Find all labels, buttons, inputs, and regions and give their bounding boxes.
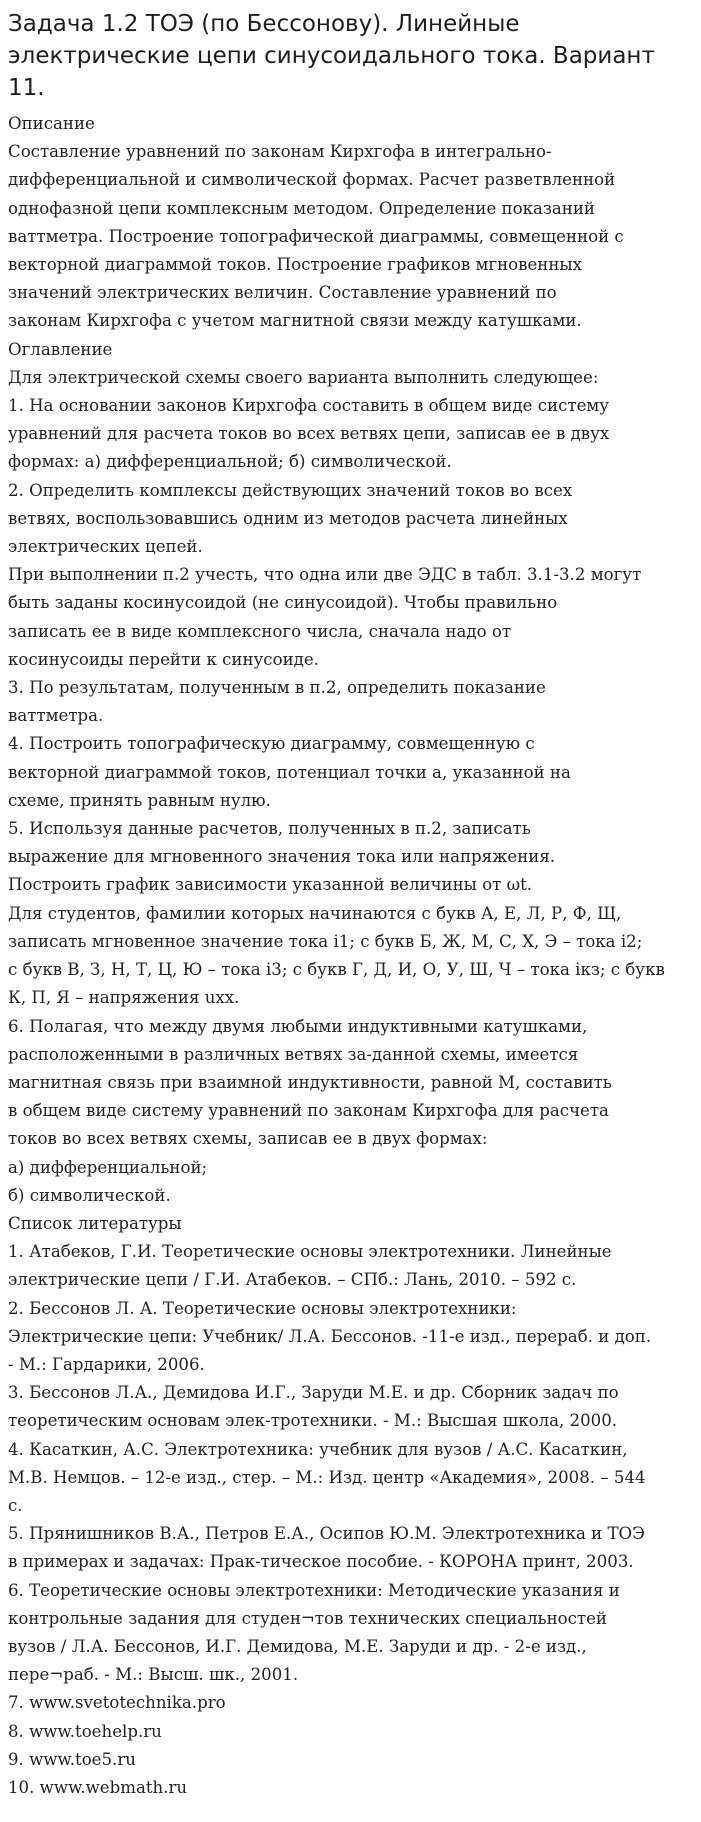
literature-line: 2. Бессонов Л. А. Теоретические основы электротехники: (8, 1298, 517, 1318)
contents-line: быть заданы косинусоидой (не синусоидой). Чтобы правильно (8, 593, 558, 613)
title-line: 11. (8, 75, 45, 101)
literature-line: 6. Теоретические основы электротехники: Методические указания и (8, 1580, 620, 1600)
contents-line: формах: а) дифференциальной; б) символической. (8, 452, 452, 472)
description-heading: Описание (8, 114, 95, 133)
description-line: векторной диаграммой токов. Построение графиков мгновенных (8, 255, 582, 275)
description-line: значений электрических величин. Составление уравнений по (8, 283, 557, 303)
literature-heading: Список литературы (8, 1213, 182, 1233)
contents-line: с букв В, З, Н, Т, Ц, Ю – тока i3; с букв Г, Д, И, О, У, Ш, Ч – тока iкз; с букв (8, 960, 665, 980)
literature-line: М.В. Немцов. – 12-е изд., стер. – М.: Изд. центр «Академия», 2008. – 544 (8, 1467, 646, 1487)
contents-line: записать мгновенное значение тока i1; с букв Б, Ж, М, С, Х, Э – тока i2; (8, 931, 643, 951)
literature-line: 3. Бессонов Л.А., Демидова И.Г., Заруди М.Е. и др. Сборник задач по (8, 1383, 619, 1403)
contents-line: б) символической. (8, 1185, 171, 1205)
contents-heading: Оглавление (8, 339, 113, 359)
literature-line: 1. Атабеков, Г.И. Теоретические основы электротехники. Линейные (8, 1242, 612, 1262)
contents-line: схеме, принять равным нулю. (8, 790, 271, 810)
title-line: Задача 1.2 ТОЭ (по Бессонову). Линейные (8, 11, 520, 37)
title-line: электрические цепи синусоидального тока. Вариант (8, 43, 655, 69)
literature-line: - М.: Гардарики, 2006. (8, 1354, 205, 1374)
contents-line: а) дифференциальной; (8, 1157, 208, 1177)
description-line: ваттметра. Построение топографической диаграммы, совмещенной с (8, 226, 624, 246)
literature-line: вузов / Л.А. Бессонов, И.Г. Демидова, М.Е. Заруди и др. - 2-е изд., (8, 1636, 587, 1656)
contents-line: Для электрической схемы своего варианта выполнить следующее: (8, 367, 599, 387)
contents-line: в общем виде систему уравнений по законам Кирхгофа для расчета (8, 1101, 609, 1121)
contents-line: электрических цепей. (8, 537, 203, 557)
contents-line: векторной диаграммой токов, потенциал точки а, указанной на (8, 762, 571, 782)
literature-line: контрольные задания для студен¬тов технических специальностей (8, 1608, 607, 1628)
contents-line: ваттметра. (8, 706, 104, 726)
website-link[interactable]: 10. www.webmath.ru (8, 1777, 188, 1797)
contents-line: При выполнении п.2 учесть, что одна или две ЭДС в табл. 3.1-3.2 могут (8, 565, 642, 585)
contents-section (8, 336, 695, 1210)
page-title (8, 8, 695, 104)
contents-line: магнитная связь при взаимной индуктивности, равной М, составить (8, 1072, 612, 1092)
contents-line: 5. Используя данные расчетов, полученных в п.2, записать (8, 819, 531, 839)
contents-line: 1. На основании законов Кирхгофа составить в общем виде систему (8, 396, 610, 416)
literature-line: Электрические цепи: Учебник/ Л.А. Бессонов. -11-е изд., перераб. и доп. (8, 1326, 652, 1346)
contents-line: Построить график зависимости указанной величины от ωt. (8, 875, 533, 895)
contents-line: 4. Построить топографическую диаграмму, совмещенную с (8, 734, 535, 754)
literature-line: теоретическим основам элек-тротехники. - М.: Высшая школа, 2000. (8, 1411, 618, 1431)
contents-line: токов во всех ветвях схемы, записав ее в двух формах: (8, 1129, 488, 1149)
website-link[interactable]: 8. www.toehelp.ru (8, 1721, 162, 1741)
website-link[interactable]: 9. www.toe5.ru (8, 1749, 136, 1769)
literature-line: пере¬раб. - М.: Высш. шк., 2001. (8, 1665, 299, 1685)
contents-line: 2. Определить комплексы действующих значений токов во всех (8, 480, 573, 500)
literature-line: 4. Касаткин, А.С. Электротехника: учебник для вузов / А.С. Касаткин, (8, 1439, 628, 1459)
description-section (8, 110, 695, 336)
contents-line: 3. По результатам, полученным в п.2, определить показание (8, 678, 546, 698)
contents-line: выражение для мгновенного значения тока или напряжения. (8, 847, 556, 867)
website-link[interactable]: 7. www.svetotechnika.pro (8, 1693, 226, 1713)
description-line: однофазной цепи комплексным методом. Определение показаний (8, 198, 595, 218)
literature-line: с. (8, 1495, 23, 1515)
description-line: Составление уравнений по законам Кирхгофа в интегрально- (8, 142, 552, 162)
literature-section (8, 1210, 695, 1802)
contents-line: ветвях, воспользовавшись одним из методов расчета линейных (8, 508, 568, 528)
description-line: дифференциальной и символической формах. Расчет разветвленной (8, 170, 616, 190)
literature-line: в примерах и задачах: Прак-тическое пособие. - КОРОНА принт, 2003. (8, 1552, 634, 1572)
description-line: законам Кирхгофа с учетом магнитной связи между катушками. (8, 311, 582, 331)
contents-line: уравнений для расчета токов во всех ветвях цепи, записав ее в двух (8, 424, 610, 444)
literature-line: 5. Прянишников В.А., Петров Е.А., Осипов Ю.М. Электротехника и ТОЭ (8, 1524, 645, 1544)
contents-line: косинусоиды перейти к синусоиде. (8, 649, 319, 669)
contents-line: 6. Полагая, что между двумя любыми индуктивными катушками, (8, 1016, 588, 1036)
contents-line: расположенными в различных ветвях за-данной схемы, имеется (8, 1044, 579, 1064)
contents-line: К, П, Я – напряжения uxx. (8, 988, 240, 1008)
literature-line: электрические цепи / Г.И. Атабеков. – СПб.: Лань, 2010. – 592 с. (8, 1270, 577, 1290)
contents-line: записать ее в виде комплексного числа, сначала надо от (8, 621, 512, 641)
contents-line: Для студентов, фамилии которых начинаются с букв А, Е, Л, Р, Ф, Щ, (8, 903, 622, 923)
